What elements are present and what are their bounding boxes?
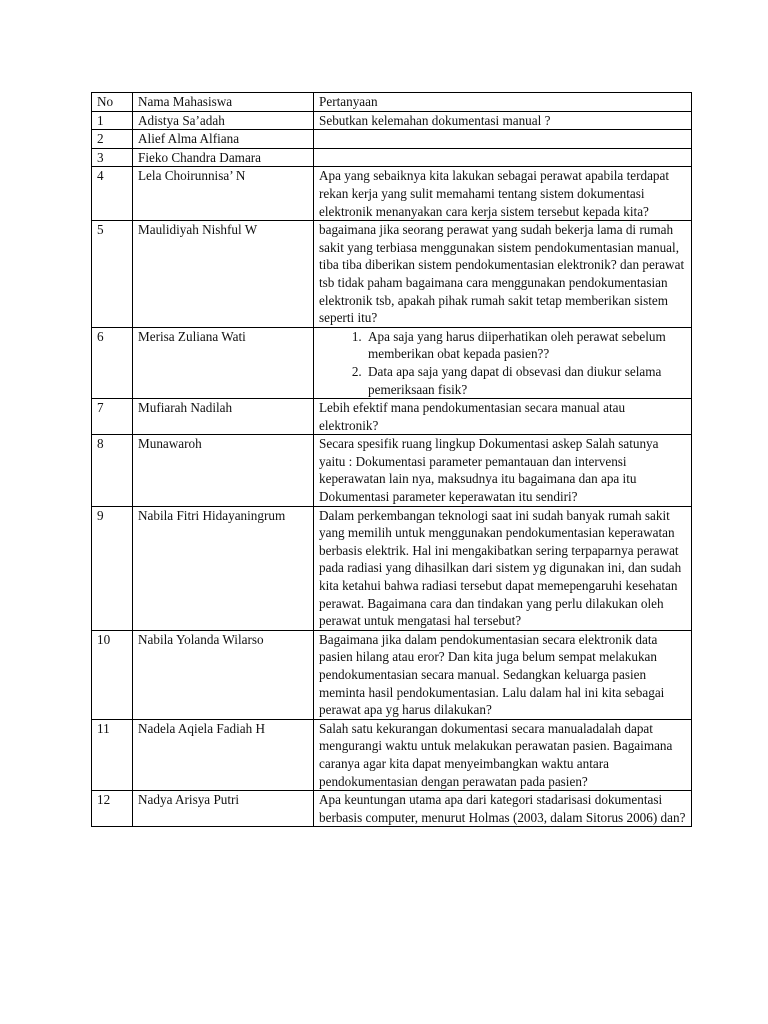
row-pertanyaan xyxy=(314,130,692,149)
row-pertanyaan: bagaimana jika seorang perawat yang sudah bekerja lama di rumah sakit yang terbiasa menggunakan sistem pendokumentasian manual, tiba tiba diberikan sistem pendokumentasian elektronik? dan perawat tsb tidak paham bagaimana cara menggunakan pendokumentasian elektronik tsb, apakah pihak rumah sakit tetap memberikan sistem seperti itu? xyxy=(314,221,692,328)
row-nama: Nabila Fitri Hidayaningrum xyxy=(133,506,314,630)
row-pertanyaan: Bagaimana jika dalam pendokumentasian secara elektronik data pasien hilang atau eror? Dan kita juga belum sempat melakukan pendokumentasian secara manual. Sedangkan keluarga pasien meminta hasil pendokumentasian. Lalu dalam hal ini kita sebagai perawat apa yg harus dilakukan? xyxy=(314,630,692,719)
row-nama: Nadela Aqiela Fadiah H xyxy=(133,719,314,790)
row-pertanyaan: Secara spesifik ruang lingkup Dokumentasi askep Salah satunya yaitu : Dokumentasi parameter pemantauan dan intervensi keperawatan lain nya, maksudnya itu bagaimana dan apa itu Dokumentasi parameter keperawatan itu sendiri? xyxy=(314,435,692,506)
list-item: 2. Data apa saja yang dapat di obsevasi dan diukur selama pemeriksaan fisik? xyxy=(365,363,687,398)
row-nama: Munawaroh xyxy=(133,435,314,506)
row-pertanyaan: Salah satu kekurangan dokumentasi secara manualadalah dapat mengurangi waktu untuk melakukan perawatan pasien. Bagaimana caranya agar kita dapat menyeimbangkan waktu antara pendokumentasian dengan perawatan pada pasien? xyxy=(314,719,692,790)
table-row xyxy=(92,719,692,790)
list-item: 1. Apa saja yang harus diiperhatikan oleh perawat sebelum memberikan obat kepada pasien?? xyxy=(365,328,687,363)
row-nama: Fieko Chandra Damara xyxy=(133,148,314,167)
row-pertanyaan: Lebih efektif mana pendokumentasian secara manual atau elektronik? xyxy=(314,399,692,435)
row-nama: Lela Choirunnisa’ N xyxy=(133,167,314,221)
row-no: 3 xyxy=(92,148,133,167)
table-row xyxy=(92,167,692,221)
row-pertanyaan xyxy=(314,327,692,398)
row-no: 4 xyxy=(92,167,133,221)
row-no: 1 xyxy=(92,111,133,130)
table-row xyxy=(92,399,692,435)
row-no: 8 xyxy=(92,435,133,506)
table-row xyxy=(92,327,692,398)
table-row xyxy=(92,221,692,328)
row-no: 12 xyxy=(92,791,133,827)
question-table xyxy=(91,92,692,827)
row-no: 6 xyxy=(92,327,133,398)
header-pertanyaan: Pertanyaan xyxy=(314,93,692,112)
table-header-row xyxy=(92,93,692,112)
row-no: 7 xyxy=(92,399,133,435)
row-nama: Nadya Arisya Putri xyxy=(133,791,314,827)
table-row xyxy=(92,791,692,827)
table-row xyxy=(92,130,692,149)
row-nama: Alief Alma Alfiana xyxy=(133,130,314,149)
row-nama: Adistya Sa’adah xyxy=(133,111,314,130)
row-no: 11 xyxy=(92,719,133,790)
row-nama: Merisa Zuliana Wati xyxy=(133,327,314,398)
question-list xyxy=(319,328,687,398)
row-pertanyaan: Sebutkan kelemahan dokumentasi manual ? xyxy=(314,111,692,130)
row-nama: Maulidiyah Nishful W xyxy=(133,221,314,328)
header-nama: Nama Mahasiswa xyxy=(133,93,314,112)
row-no: 5 xyxy=(92,221,133,328)
row-nama: Nabila Yolanda Wilarso xyxy=(133,630,314,719)
row-nama: Mufiarah Nadilah xyxy=(133,399,314,435)
table-row xyxy=(92,506,692,630)
row-pertanyaan: Apa keuntungan utama apa dari kategori stadarisasi dokumentasi berbasis computer, menurut Holmas (2003, dalam Sitorus 2006) dan? xyxy=(314,791,692,827)
table-row xyxy=(92,630,692,719)
table-row xyxy=(92,435,692,506)
row-pertanyaan xyxy=(314,148,692,167)
table-row xyxy=(92,111,692,130)
row-no: 2 xyxy=(92,130,133,149)
header-no: No xyxy=(92,93,133,112)
row-no: 10 xyxy=(92,630,133,719)
row-pertanyaan: Apa yang sebaiknya kita lakukan sebagai perawat apabila terdapat rekan kerja yang sulit memahami tentang sistem dokumentasi elektronik menanyakan cara kerja sistem tersebut kepada kita? xyxy=(314,167,692,221)
row-pertanyaan: Dalam perkembangan teknologi saat ini sudah banyak rumah sakit yang memilih untuk menggunakan pendokumentasian keperawatan berbasis elektrik. Hal ini mengakibatkan sering terpaparnya perawat pada radiasi yang dihasilkan dari sistem yg digunakan ini, dan sudah kita ketahui bahwa radiasi tersebut dapat memepengaruhi kesehatan perawat. Bagaimana cara dan tindakan yang perlu dilakukan oleh perawat untuk mengatasi hal tersebut? xyxy=(314,506,692,630)
table-row xyxy=(92,148,692,167)
row-no: 9 xyxy=(92,506,133,630)
